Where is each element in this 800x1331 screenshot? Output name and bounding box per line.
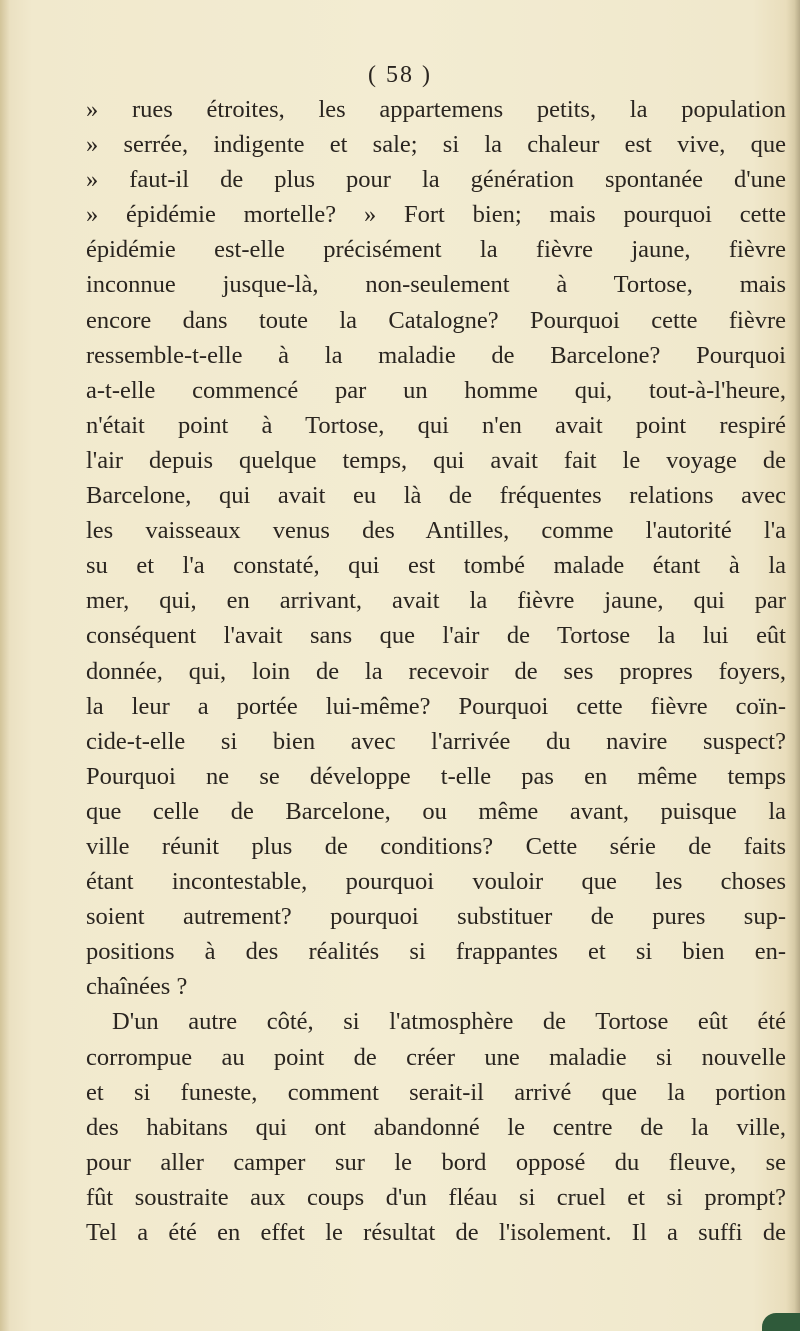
text-line: et si funeste, comment serait-il arrivé que la portion [86, 1078, 786, 1106]
text-line: pour aller camper sur le bord opposé du fleuve, se [86, 1148, 786, 1176]
text-line: cide-t-elle si bien avec l'arrivée du navire suspect? [86, 727, 786, 755]
text-line: fût soustraite aux coups d'un fléau si cruel et si prompt? [86, 1183, 786, 1211]
text-line: » rues étroites, les appartemens petits, la population [86, 96, 786, 123]
text-line: ressemble-t-elle à la maladie de Barcelone? Pourquoi [86, 341, 786, 369]
text-line: » serrée, indigente et sale; si la chaleur est vive, que [86, 131, 786, 159]
text-line: Barcelone, qui avait eu là de fréquentes relations avec [86, 482, 786, 510]
text-line: » épidémie mortelle? » Fort bien; mais pourquoi cette [86, 201, 786, 229]
text-line: épidémie est-elle précisément la fièvre jaune, fièvre [86, 236, 786, 264]
body-text [86, 92, 786, 1250]
page-number: ( 58 ) [368, 62, 432, 88]
text-line: conséquent l'avait sans que l'air de Tortose la lui eût [86, 622, 786, 650]
text-line: la leur a portée lui-même? Pourquoi cette fièvre coïn- [86, 692, 786, 720]
text-line: étant incontestable, pourquoi vouloir que les choses [86, 868, 786, 896]
text-line: mer, qui, en arrivant, avait la fièvre jaune, qui par [86, 587, 786, 615]
text-line: encore dans toute la Catalogne? Pourquoi cette fièvre [86, 306, 786, 334]
text-line: chaînées ? [86, 973, 188, 1001]
text-line: a-t-elle commencé par un homme qui, tout-à-l'heure, [86, 376, 786, 404]
text-line: su et l'a constaté, qui est tombé malade étant à la [86, 552, 786, 580]
page-corner-tab [762, 1313, 800, 1331]
text-line: » faut-il de plus pour la génération spontanée d'une [86, 166, 786, 194]
text-line: n'était point à Tortose, qui n'en avait point respiré [86, 411, 786, 439]
text-line: inconnue jusque-là, non-seulement à Tortose, mais [86, 271, 786, 299]
text-line: corrompue au point de créer une maladie si nouvelle [86, 1043, 786, 1071]
text-line: soient autrement? pourquoi substituer de pures sup- [86, 903, 786, 931]
page-right-edge [786, 0, 800, 1331]
text-line: que celle de Barcelone, ou même avant, puisque la [86, 797, 786, 825]
text-line: Tel a été en effet le résultat de l'isolement. Il a suffi de [86, 1219, 786, 1246]
text-line: Pourquoi ne se développe t-elle pas en même temps [86, 762, 786, 790]
text-line: ville réunit plus de conditions? Cette série de faits [86, 832, 786, 860]
page-left-edge [0, 0, 10, 1331]
text-line: positions à des réalités si frappantes et si bien en- [86, 938, 786, 966]
text-line: des habitans qui ont abandonné le centre de la ville, [86, 1113, 786, 1141]
text-line: donnée, qui, loin de la recevoir de ses propres foyers, [86, 657, 786, 685]
paragraph-start-line: D'un autre côté, si l'atmosphère de Tortose eût été [112, 1008, 786, 1036]
text-line: l'air depuis quelque temps, qui avait fait le voyage de [86, 446, 786, 474]
text-line: les vaisseaux venus des Antilles, comme l'autorité l'a [86, 517, 786, 545]
